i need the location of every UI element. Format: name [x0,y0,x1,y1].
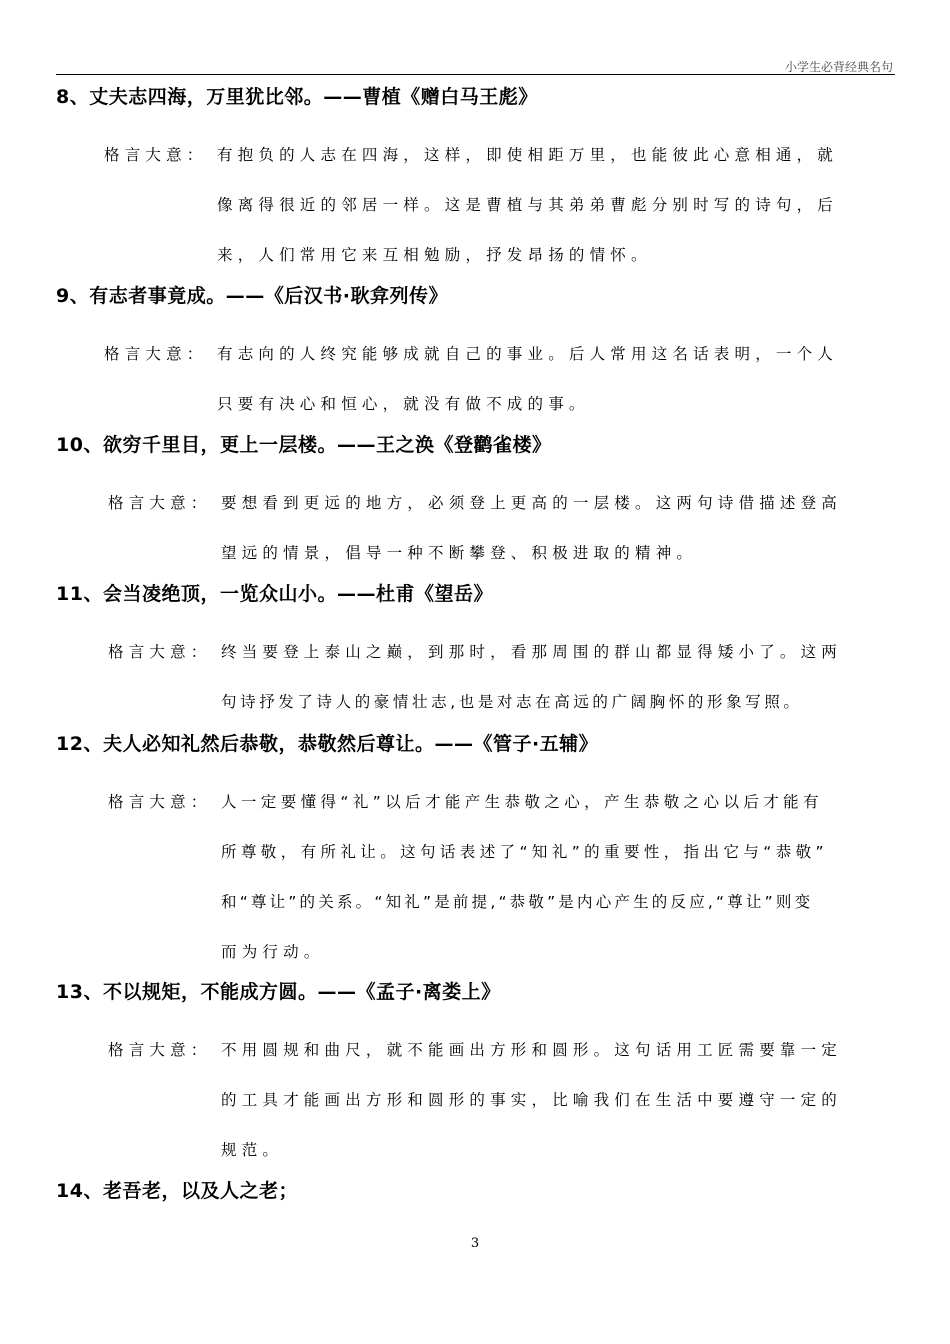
page-number: 3 [470,1236,480,1251]
entry-11 [56,579,895,727]
meaning-line: 的工具才能画出方形和圆形的事实，比喻我们在生活中要遵守一定的 [221,1091,843,1109]
entry-heading: 10、欲穷千里目，更上一层楼。——王之涣《登鹳雀楼》 [56,434,552,456]
meaning-line: 有抱负的人志在四海，这样，即使相距万里，也能彼此心意相通，就 [217,146,839,164]
entry-heading: 8、丈夫志四海，万里犹比邻。——曹植《赠白马王彪》 [56,86,538,108]
meaning-line: 来，人们常用它来互相勉励，抒发昂扬的情怀。 [217,246,652,264]
meaning-label: 格言大意： [108,643,212,661]
entry-12 [56,729,895,977]
entry-meaning [56,329,895,429]
entry-14 [56,1176,895,1206]
meaning-line: 和“尊让”的关系。“知礼”是前提,“恭敬”是内心产生的反应,“尊让”则变 [221,893,814,911]
meaning-line: 终当要登上泰山之巅，到那时，看那周围的群山都显得矮小了。这两 [221,643,843,661]
header-divider [56,74,895,75]
meaning-line: 而为行动。 [221,943,325,961]
meaning-line: 句诗抒发了诗人的豪情壮志,也是对志在高远的广阔胸怀的形象写照。 [221,693,803,711]
entry-meaning [56,130,895,280]
entry-heading: 12、夫人必知礼然后恭敬，恭敬然后尊让。——《管子·五辅》 [56,733,599,755]
entry-meaning [56,478,895,578]
entry-13 [56,977,895,1175]
meaning-label: 格言大意： [108,494,212,512]
entry-10 [56,430,895,578]
meaning-line: 像离得很近的邻居一样。这是曹植与其弟弟曹彪分别时写的诗句，后 [217,196,839,214]
meaning-line: 不用圆规和曲尺，就不能画出方形和圆形。这句话用工匠需要靠一定 [221,1041,843,1059]
meaning-label: 格言大意： [104,345,208,363]
entry-9 [56,281,895,429]
meaning-line: 有志向的人终究能够成就自己的事业。后人常用这名话表明，一个人 [217,345,839,363]
meaning-label: 格言大意： [104,146,208,164]
entry-8 [56,82,895,280]
entry-meaning [56,1025,895,1175]
entry-heading: 13、不以规矩，不能成方圆。——《孟子·离娄上》 [56,981,501,1003]
entry-meaning [56,777,895,977]
meaning-line: 只要有决心和恒心，就没有做不成的事。 [217,395,590,413]
meaning-line: 规范。 [221,1141,284,1159]
meaning-line: 人一定要懂得“礼”以后才能产生恭敬之心，产生恭敬之心以后才能有 [221,793,823,811]
meaning-line: 望远的情景，倡导一种不断攀登、积极进取的精神。 [221,544,698,562]
entry-meaning [56,627,895,727]
running-header-title: 小学生必背经典名句 [784,60,893,74]
meaning-line: 所尊敬，有所礼让。这句话表述了“知礼”的重要性，指出它与“恭敬” [221,843,828,861]
entry-heading: 9、有志者事竟成。——《后汉书·耿弇列传》 [56,285,448,307]
entry-heading: 14、老吾老，以及人之老； [56,1180,298,1202]
meaning-line: 要想看到更远的地方，必须登上更高的一层楼。这两句诗借描述登高 [221,494,843,512]
meaning-label: 格言大意： [108,1041,212,1059]
meaning-label: 格言大意： [108,793,212,811]
entry-heading: 11、会当凌绝顶，一览众山小。——杜甫《望岳》 [56,583,493,605]
